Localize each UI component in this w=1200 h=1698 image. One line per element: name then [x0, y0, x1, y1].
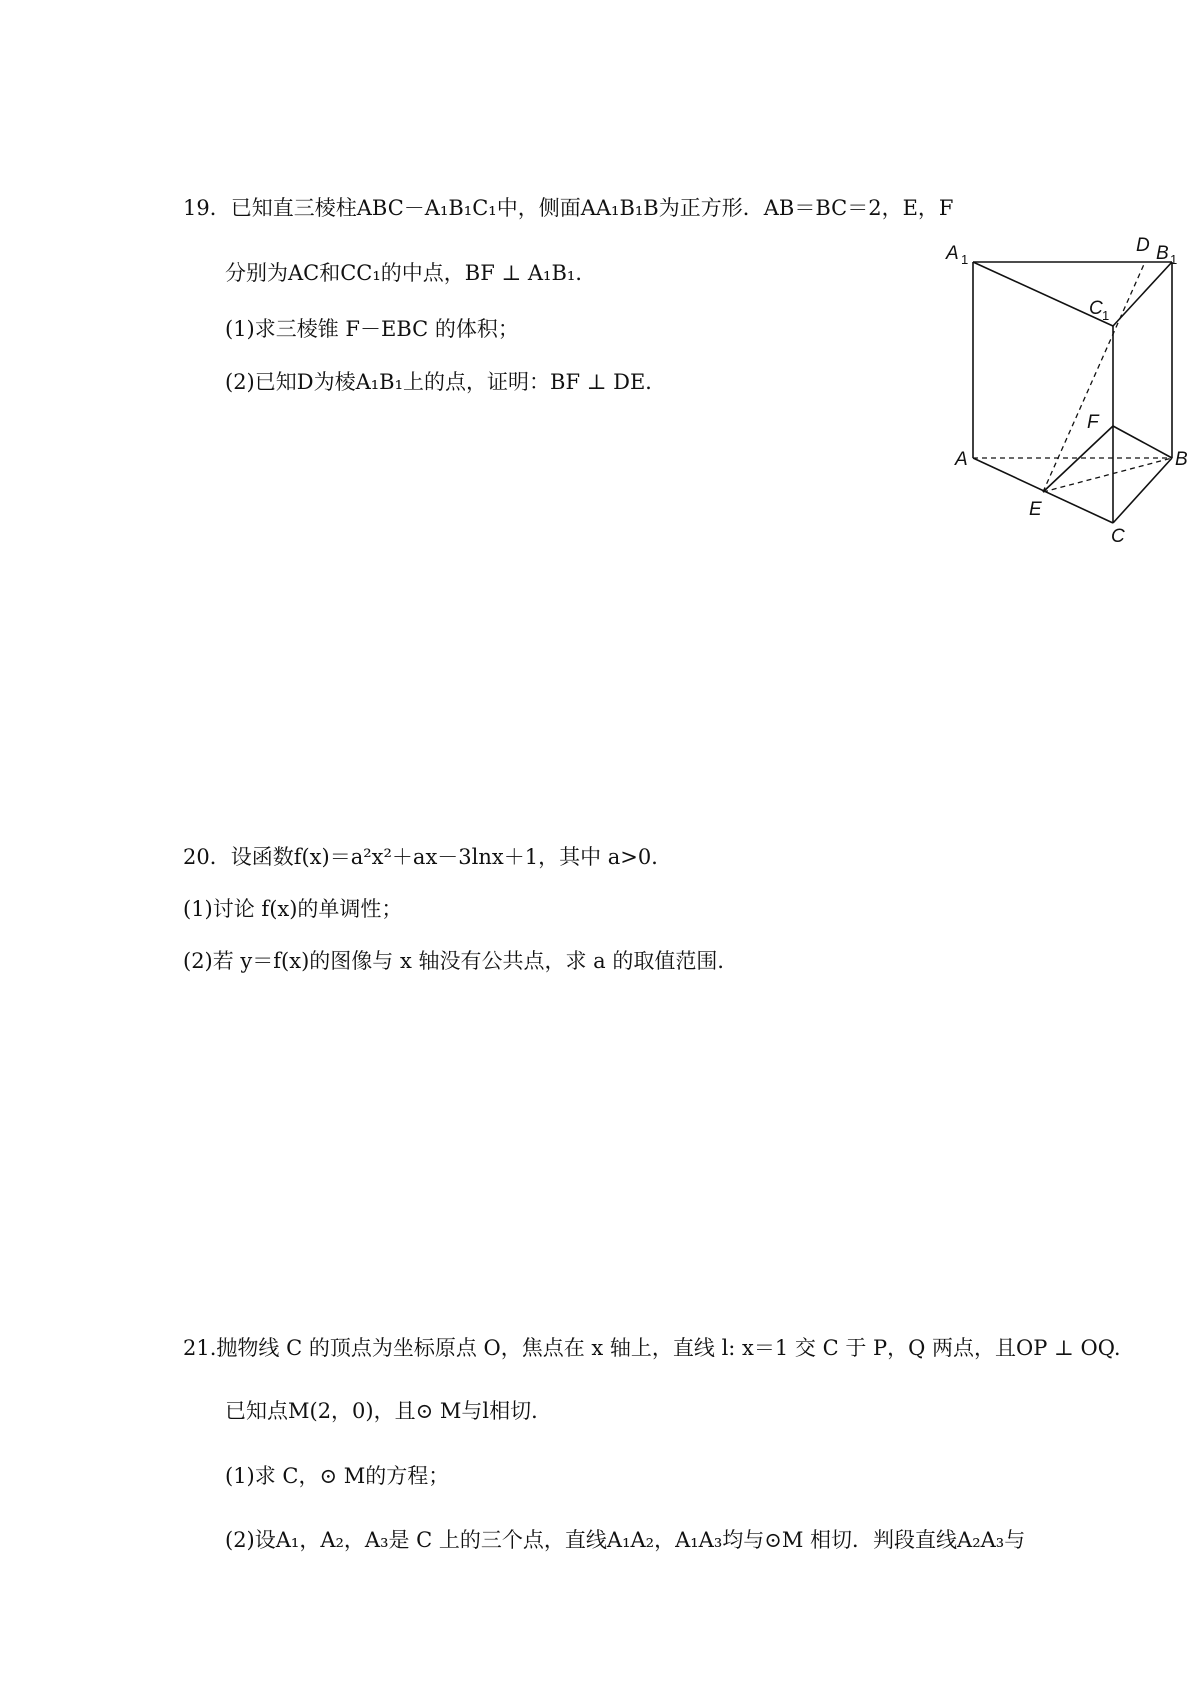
- q21-part2: (2)设A₁，A₂，A₃是 C 上的三个点，直线A₁A₂，A₁A₃均与⊙M 相切．判段直线A₂A₃与: [225, 1528, 1026, 1552]
- label-a1-sub: 1: [961, 252, 969, 267]
- label-b: B: [1175, 449, 1188, 470]
- label-b1-sub: 1: [1170, 252, 1178, 267]
- prism-figure: [940, 230, 1188, 550]
- label-d: D: [1136, 235, 1150, 256]
- q20-part1: (1)讨论 f(x)的单调性；: [183, 897, 403, 921]
- label-e: E: [1029, 499, 1042, 520]
- q19-part2: (2)已知D为棱A₁B₁上的点，证明：BF ⊥ DE．: [225, 370, 667, 394]
- label-c1: C: [1089, 298, 1103, 319]
- q19-part1: (1)求三棱锥 F－EBC 的体积；: [225, 317, 519, 341]
- label-f: F: [1087, 412, 1099, 433]
- label-c1-sub: 1: [1102, 308, 1110, 323]
- q20-part2: (2)若 y＝f(x)的图像与 x 轴没有公共点，求 a 的取值范围．: [183, 949, 739, 973]
- q21-stem-cont: 已知点M(2，0)，且⊙ M与l相切．: [225, 1399, 553, 1423]
- q21-part1: (1)求 C，⊙ M的方程；: [225, 1464, 450, 1488]
- label-a1: A: [946, 243, 959, 264]
- q19-stem-cont: 分别为AC和CC₁的中点，BF ⊥ A₁B₁．: [225, 261, 597, 285]
- label-c: C: [1111, 526, 1125, 547]
- label-b1: B: [1156, 243, 1169, 264]
- label-a: A: [955, 449, 968, 470]
- q20-stem: 20．设函数f(x)＝a²x²＋ax－3lnx＋1，其中 a>0．: [183, 845, 673, 869]
- q21-stem: 21.抛物线 C 的顶点为坐标原点 O，焦点在 x 轴上，直线 l: x＝1 交 C 于 P，Q 两点，且OP ⊥ OQ.: [183, 1336, 1121, 1360]
- q19-stem: 19．已知直三棱柱ABC－A₁B₁C₁中，侧面AA₁B₁B为正方形．AB＝BC＝2，E，F: [183, 196, 954, 220]
